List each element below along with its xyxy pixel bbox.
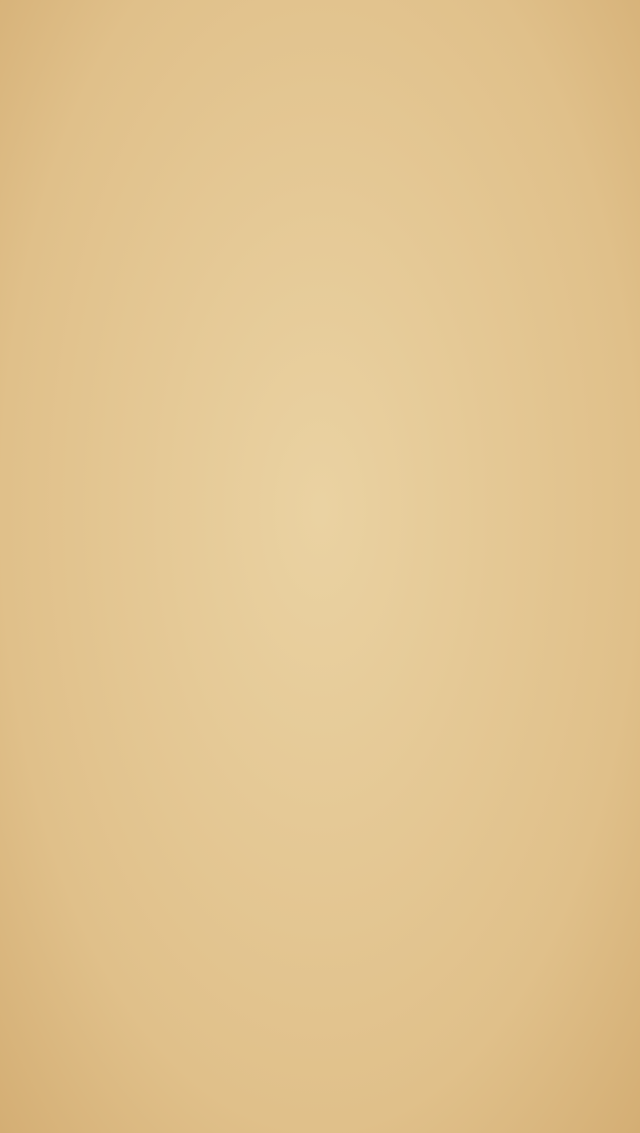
first-verse [0, 496, 640, 556]
running-header [0, 30, 640, 64]
